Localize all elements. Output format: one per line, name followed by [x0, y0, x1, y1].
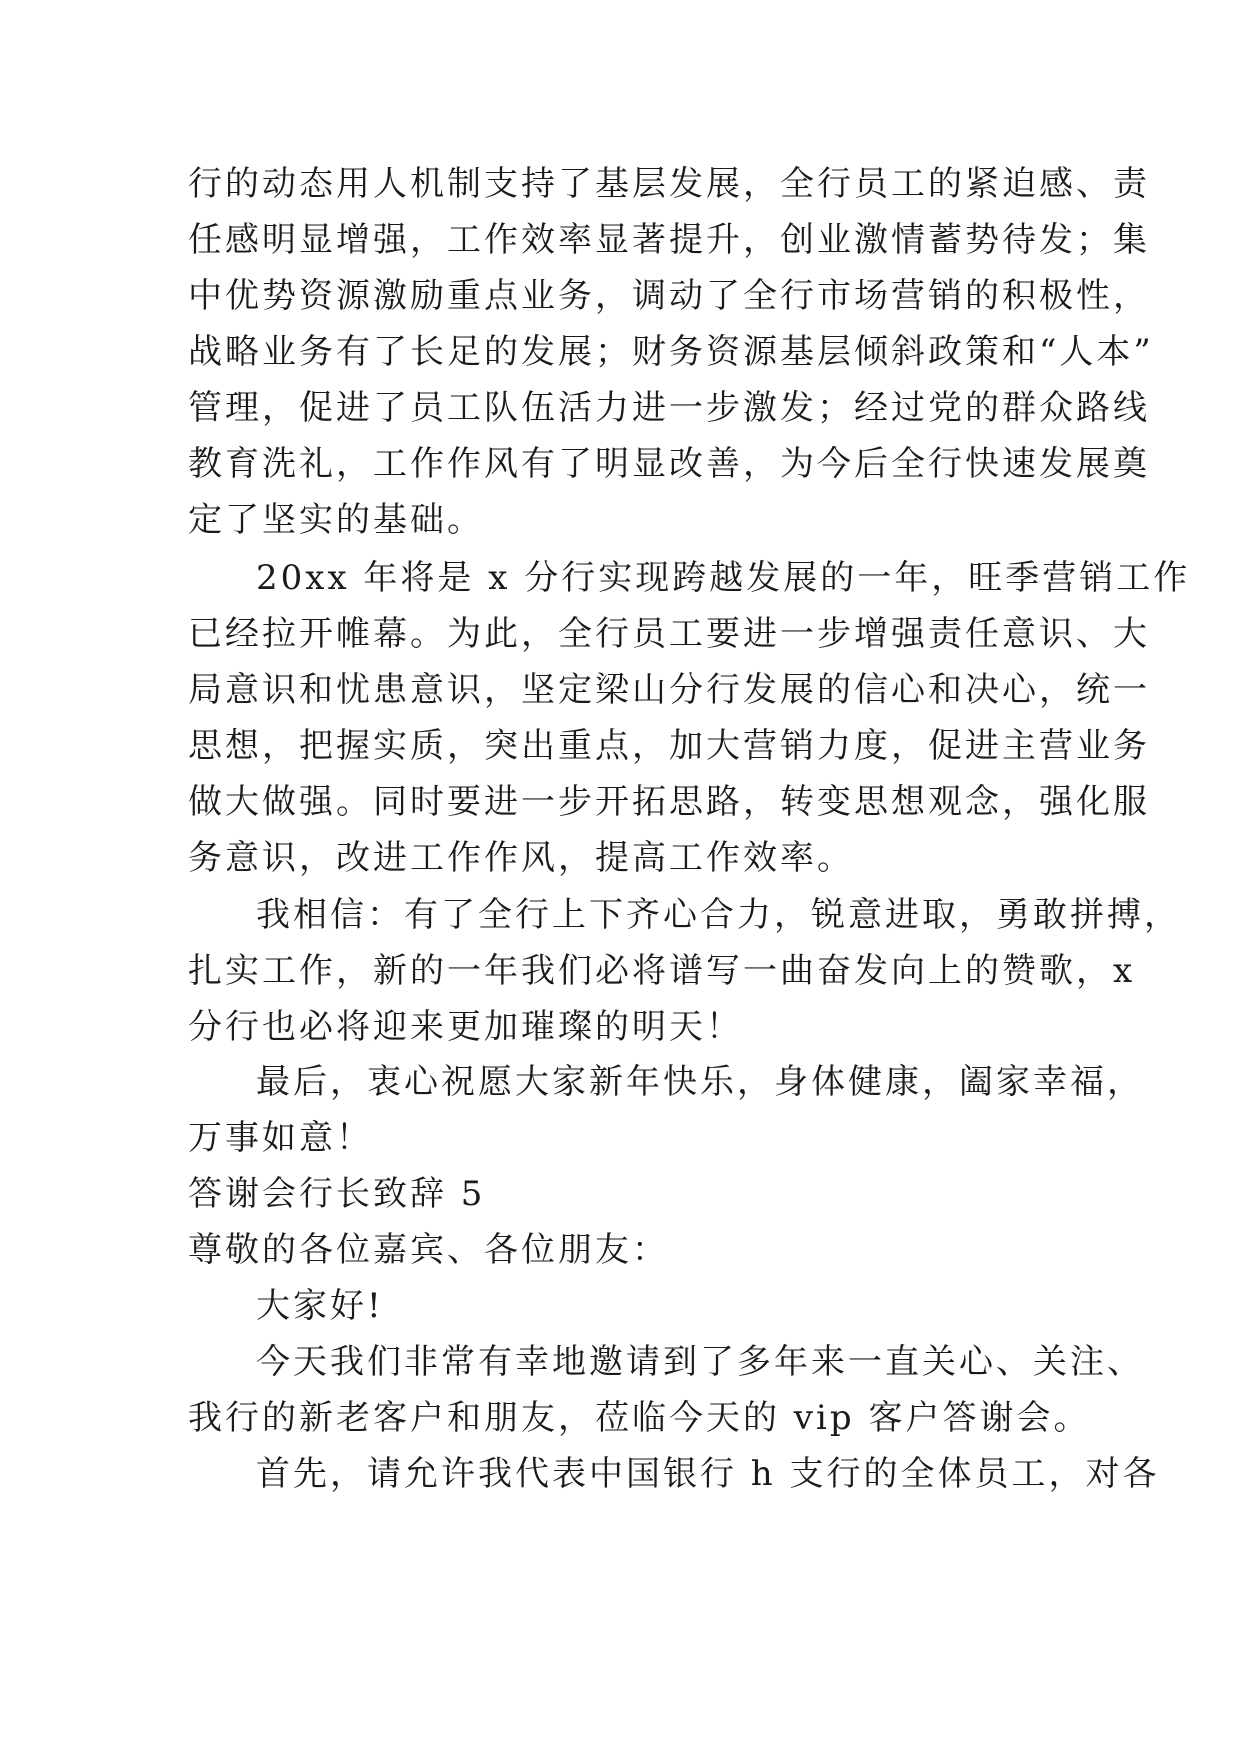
text-line: 管理，促进了员工队伍活力进一步激发；经过党的群众路线: [188, 388, 1150, 428]
text-line: 最后，衷心祝愿大家新年快乐，身体健康，阖家幸福，: [256, 1062, 1144, 1102]
section-heading: 答谢会行长致辞 5: [188, 1174, 486, 1214]
text-line: 20xx 年将是 x 分行实现跨越发展的一年，旺季营销工作: [256, 558, 1191, 598]
text-line: 定了坚实的基础。: [188, 500, 484, 540]
text-line: 分行也必将迎来更加璀璨的明天！: [188, 1007, 743, 1047]
text-line: 思想，把握实质，突出重点，加大营销力度，促进主营业务: [188, 726, 1150, 766]
text-line: 行的动态用人机制支持了基层发展，全行员工的紧迫感、责: [188, 164, 1150, 204]
text-line: 万事如意！: [188, 1118, 373, 1158]
salutation: 尊敬的各位嘉宾、各位朋友：: [188, 1230, 669, 1270]
text-line: 我行的新老客户和朋友，莅临今天的 vip 客户答谢会。: [188, 1398, 1091, 1438]
text-line: 扎实工作，新的一年我们必将谱写一曲奋发向上的赞歌，x: [188, 951, 1136, 991]
text-line: 局意识和忧患意识，坚定梁山分行发展的信心和决心，统一: [188, 670, 1150, 710]
text-line: 首先，请允许我代表中国银行 h 支行的全体员工，对各: [256, 1454, 1160, 1494]
text-line: 我相信：有了全行上下齐心合力，锐意进取，勇敢拼搏，: [256, 895, 1181, 935]
text-line: 中优势资源激励重点业务，调动了全行市场营销的积极性，: [188, 276, 1150, 316]
text-line: 战略业务有了长足的发展；财务资源基层倾斜政策和“人本”: [188, 332, 1154, 372]
text-line: 教育洗礼，工作作风有了明显改善，为今后全行快速发展奠: [188, 444, 1150, 484]
greeting: 大家好!: [256, 1286, 384, 1326]
text-line: 任感明显增强，工作效率显著提升，创业激情蓄势待发；集: [188, 220, 1150, 260]
text-line: 做大做强。同时要进一步开拓思路，转变思想观念，强化服: [188, 782, 1150, 822]
text-line: 已经拉开帷幕。为此，全行员工要进一步增强责任意识、大: [188, 614, 1150, 654]
text-line: 今天我们非常有幸地邀请到了多年来一直关心、关注、: [256, 1342, 1144, 1382]
text-line: 务意识，改进工作作风，提高工作效率。: [188, 838, 854, 878]
